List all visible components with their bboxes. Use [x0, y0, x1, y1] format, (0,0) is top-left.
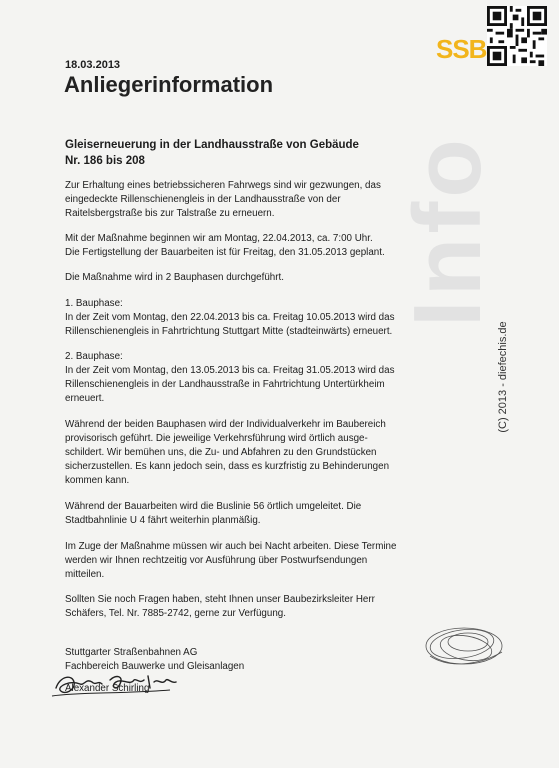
paragraph-contact [65, 593, 375, 621]
text-line: kommen kann. [65, 475, 130, 486]
text-line: eingedeckte Rillenschienengleis in der Landhausstraße von der [65, 194, 341, 205]
copyright-note: (C) 2013 - diefechis.de [497, 321, 509, 433]
text-line: Zur Erhaltung eines betriebssicheren Fahrwegs sind wir gezwungen, das [65, 180, 381, 191]
info-watermark: Info [394, 135, 501, 327]
text-line: Die Maßnahme wird in 2 Bauphasen durchgeführt. [65, 272, 284, 283]
text-line: Mit der Maßnahme beginnen wir am Montag, 22.04.2013, ca. 7:00 Uhr. [65, 233, 373, 244]
handwritten-signature [50, 666, 190, 702]
text-line: Die Fertigstellung der Bauarbeiten ist für Freitag, den 31.05.2013 geplant. [65, 247, 385, 258]
text-line: werden wir Ihnen rechtzeitig vor Ausführung über Postwurfsendungen [65, 555, 368, 566]
text-line: Stadtbahnlinie U 4 fährt weiterhin planmäßig. [65, 515, 261, 526]
pen-scribble [418, 616, 510, 676]
text-line: sicherzustellen. Es kann jedoch sein, dass es kurzfristig zu Behinderungen [65, 461, 390, 472]
subject-line: Nr. 186 bis 208 [65, 155, 145, 167]
text-line: Im Zuge der Maßnahme müssen wir auch bei Nacht arbeiten. Diese Termine [65, 541, 397, 552]
text-line: provisorisch geführt. Die jeweilige Verkehrsführung wird örtlich ausge- [65, 433, 368, 444]
letter-date: 18.03.2013 [65, 59, 121, 71]
paragraph-night-work [65, 540, 396, 582]
text-line: 1. Bauphase: [65, 298, 123, 309]
text-line: mitteilen. [65, 569, 105, 580]
paragraph-bus [65, 500, 361, 528]
text-line: Rillenschienengleis in der Landhausstraße in Fahrtrichtung Untertürkheim [65, 379, 385, 390]
paragraph-phases [65, 271, 284, 285]
sender-department: Fachbereich Bauwerke und Gleisanlagen [65, 661, 245, 672]
paragraph-phase-1 [65, 297, 394, 339]
text-line: erneuert. [65, 393, 105, 404]
text-line: Während der Bauarbeiten wird die Buslinie 56 örtlich umgeleitet. Die [65, 501, 362, 512]
page-title: Anliegerinformation [64, 72, 274, 97]
paragraph-schedule [65, 232, 385, 260]
text-line: 2. Bauphase: [65, 351, 123, 362]
paragraph-phase-2 [65, 350, 394, 406]
text-line: Während der beiden Bauphasen wird der Individualverkehr im Baubereich [65, 419, 386, 430]
paragraph-intro [65, 179, 381, 221]
text-line: In der Zeit vom Montag, den 22.04.2013 bis ca. Freitag 10.05.2013 wird das [65, 312, 395, 323]
subject-line: Gleiserneuerung in der Landhausstraße von Gebäude [65, 139, 359, 151]
sender-name: Alexander Schirling [65, 683, 150, 694]
paragraph-traffic [65, 418, 389, 488]
text-line: Sollten Sie noch Fragen haben, steht Ihnen unser Baubezirksleiter Herr [65, 594, 375, 605]
ssb-logo: SSB [436, 34, 487, 64]
subject-heading [65, 137, 359, 169]
text-line: Schäfers, Tel. Nr. 7885-2742, gerne zur Verfügung. [65, 608, 286, 619]
qr-code-icon [487, 6, 547, 66]
text-line: schildert. Wir bemühen uns, die Zu- und Abfahren zu den Grundstücken [65, 447, 377, 458]
text-line: Rillenschienengleis in Fahrtrichtung Stuttgart Mitte (stadteinwärts) erneuert. [65, 326, 393, 337]
sender-company: Stuttgarter Straßenbahnen AG [65, 647, 198, 658]
text-line: Raitelsbergstraße bis zur Talstraße zu erneuern. [65, 208, 275, 219]
text-line: In der Zeit vom Montag, den 13.05.2013 bis ca. Freitag 31.05.2013 wird das [65, 365, 395, 376]
